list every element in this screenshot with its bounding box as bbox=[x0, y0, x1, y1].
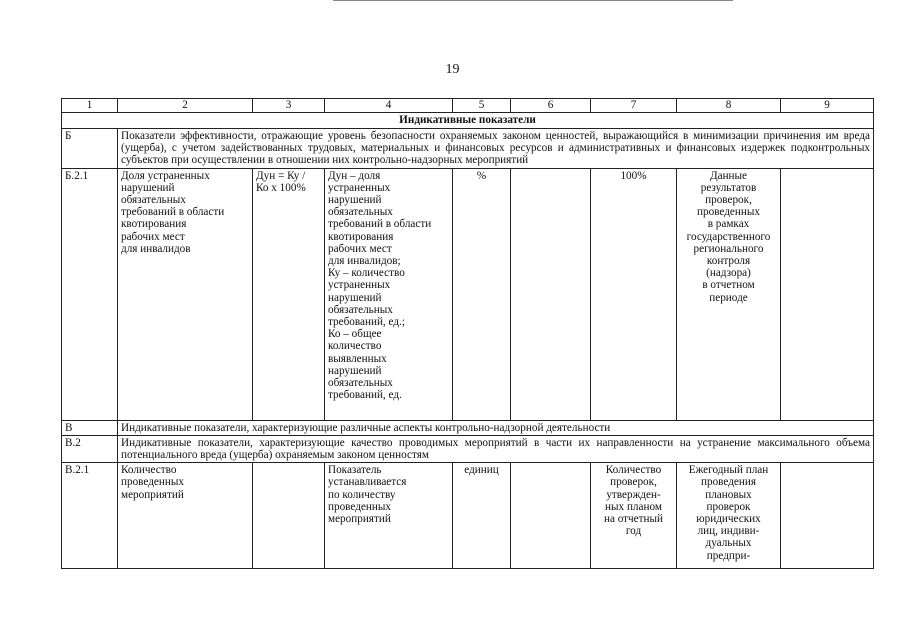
indicator-description: Дун – доля устраненных нарушений обязательных требований в области квотирования рабочих мест для инвалидов; Ку – количество устраненных нарушений обязательных требований, ед.; Ко – общее количество выявленных нарушений обязательных требований, ед. bbox=[325, 168, 453, 420]
indicators-table bbox=[61, 98, 874, 569]
row-description: Индикативные показатели, характеризующие качество проводимых мероприятий в части их направленности на устранение максимального объема потенциального вреда (ущерба) охраняемым законом ценностям bbox=[118, 435, 874, 462]
column-header: 5 bbox=[453, 99, 511, 113]
indicator-name: Количество проведенных мероприятий bbox=[118, 463, 253, 569]
table-row bbox=[62, 463, 874, 569]
indicator-formula bbox=[253, 463, 325, 569]
column-header: 2 bbox=[118, 99, 253, 113]
indicator-cell bbox=[511, 168, 591, 420]
column-header: 3 bbox=[253, 99, 325, 113]
indicator-cell bbox=[781, 168, 874, 420]
indicator-target: Количество проверок, утвержден- ных планом на отчетный год bbox=[591, 463, 677, 569]
column-header: 8 bbox=[677, 99, 781, 113]
table-row bbox=[62, 420, 874, 435]
row-description: Показатели эффективности, отражающие уровень безопасности охраняемых законом ценностей, выражающийся в минимизации причинения им вреда (ущерба), с учетом задействованных трудовых, материальных и финансовых ресурсов и административных и финансовых издержек подконтрольных субъектов при осуществлении в отношении них контрольно-надзорных мероприятий bbox=[118, 129, 874, 169]
column-header: 9 bbox=[781, 99, 874, 113]
indicator-cell bbox=[781, 463, 874, 569]
indicator-unit: % bbox=[453, 168, 511, 420]
row-code: Б.2.1 bbox=[62, 168, 118, 420]
column-header: 6 bbox=[511, 99, 591, 113]
row-code: В.2 bbox=[62, 435, 118, 462]
column-header: 4 bbox=[325, 99, 453, 113]
section-title: Индикативные показатели bbox=[62, 113, 874, 129]
indicator-formula: Дун = Ку / Ко х 100% bbox=[253, 168, 325, 420]
table-row bbox=[62, 435, 874, 462]
column-header: 1 bbox=[62, 99, 118, 113]
row-description: Индикативные показатели, характеризующие различные аспекты контрольно-надзорной деятельности bbox=[118, 420, 874, 435]
row-code: В bbox=[62, 420, 118, 435]
indicator-target: 100% bbox=[591, 168, 677, 420]
indicator-source: Ежегодный план проведения плановых проверок юридических лиц, индиви- дуальных предпри- bbox=[677, 463, 781, 569]
top-rule bbox=[333, 0, 733, 1]
indicator-name: Доля устраненных нарушений обязательных требований в области квотирования рабочих мест для инвалидов bbox=[118, 168, 253, 420]
indicator-source: Данные результатов проверок, проведенных в рамках государственного регионального контроля (надзора) в отчетном периоде bbox=[677, 168, 781, 420]
table-row bbox=[62, 129, 874, 169]
indicator-unit: единиц bbox=[453, 463, 511, 569]
table-row bbox=[62, 168, 874, 420]
column-header: 7 bbox=[591, 99, 677, 113]
indicator-cell bbox=[511, 463, 591, 569]
page-number: 19 bbox=[445, 62, 460, 77]
indicator-description: Показатель устанавливается по количеству проведенных мероприятий bbox=[325, 463, 453, 569]
column-number-row bbox=[62, 99, 874, 113]
section-title-row bbox=[62, 113, 874, 129]
row-code: Б bbox=[62, 129, 118, 169]
row-code: В.2.1 bbox=[62, 463, 118, 569]
